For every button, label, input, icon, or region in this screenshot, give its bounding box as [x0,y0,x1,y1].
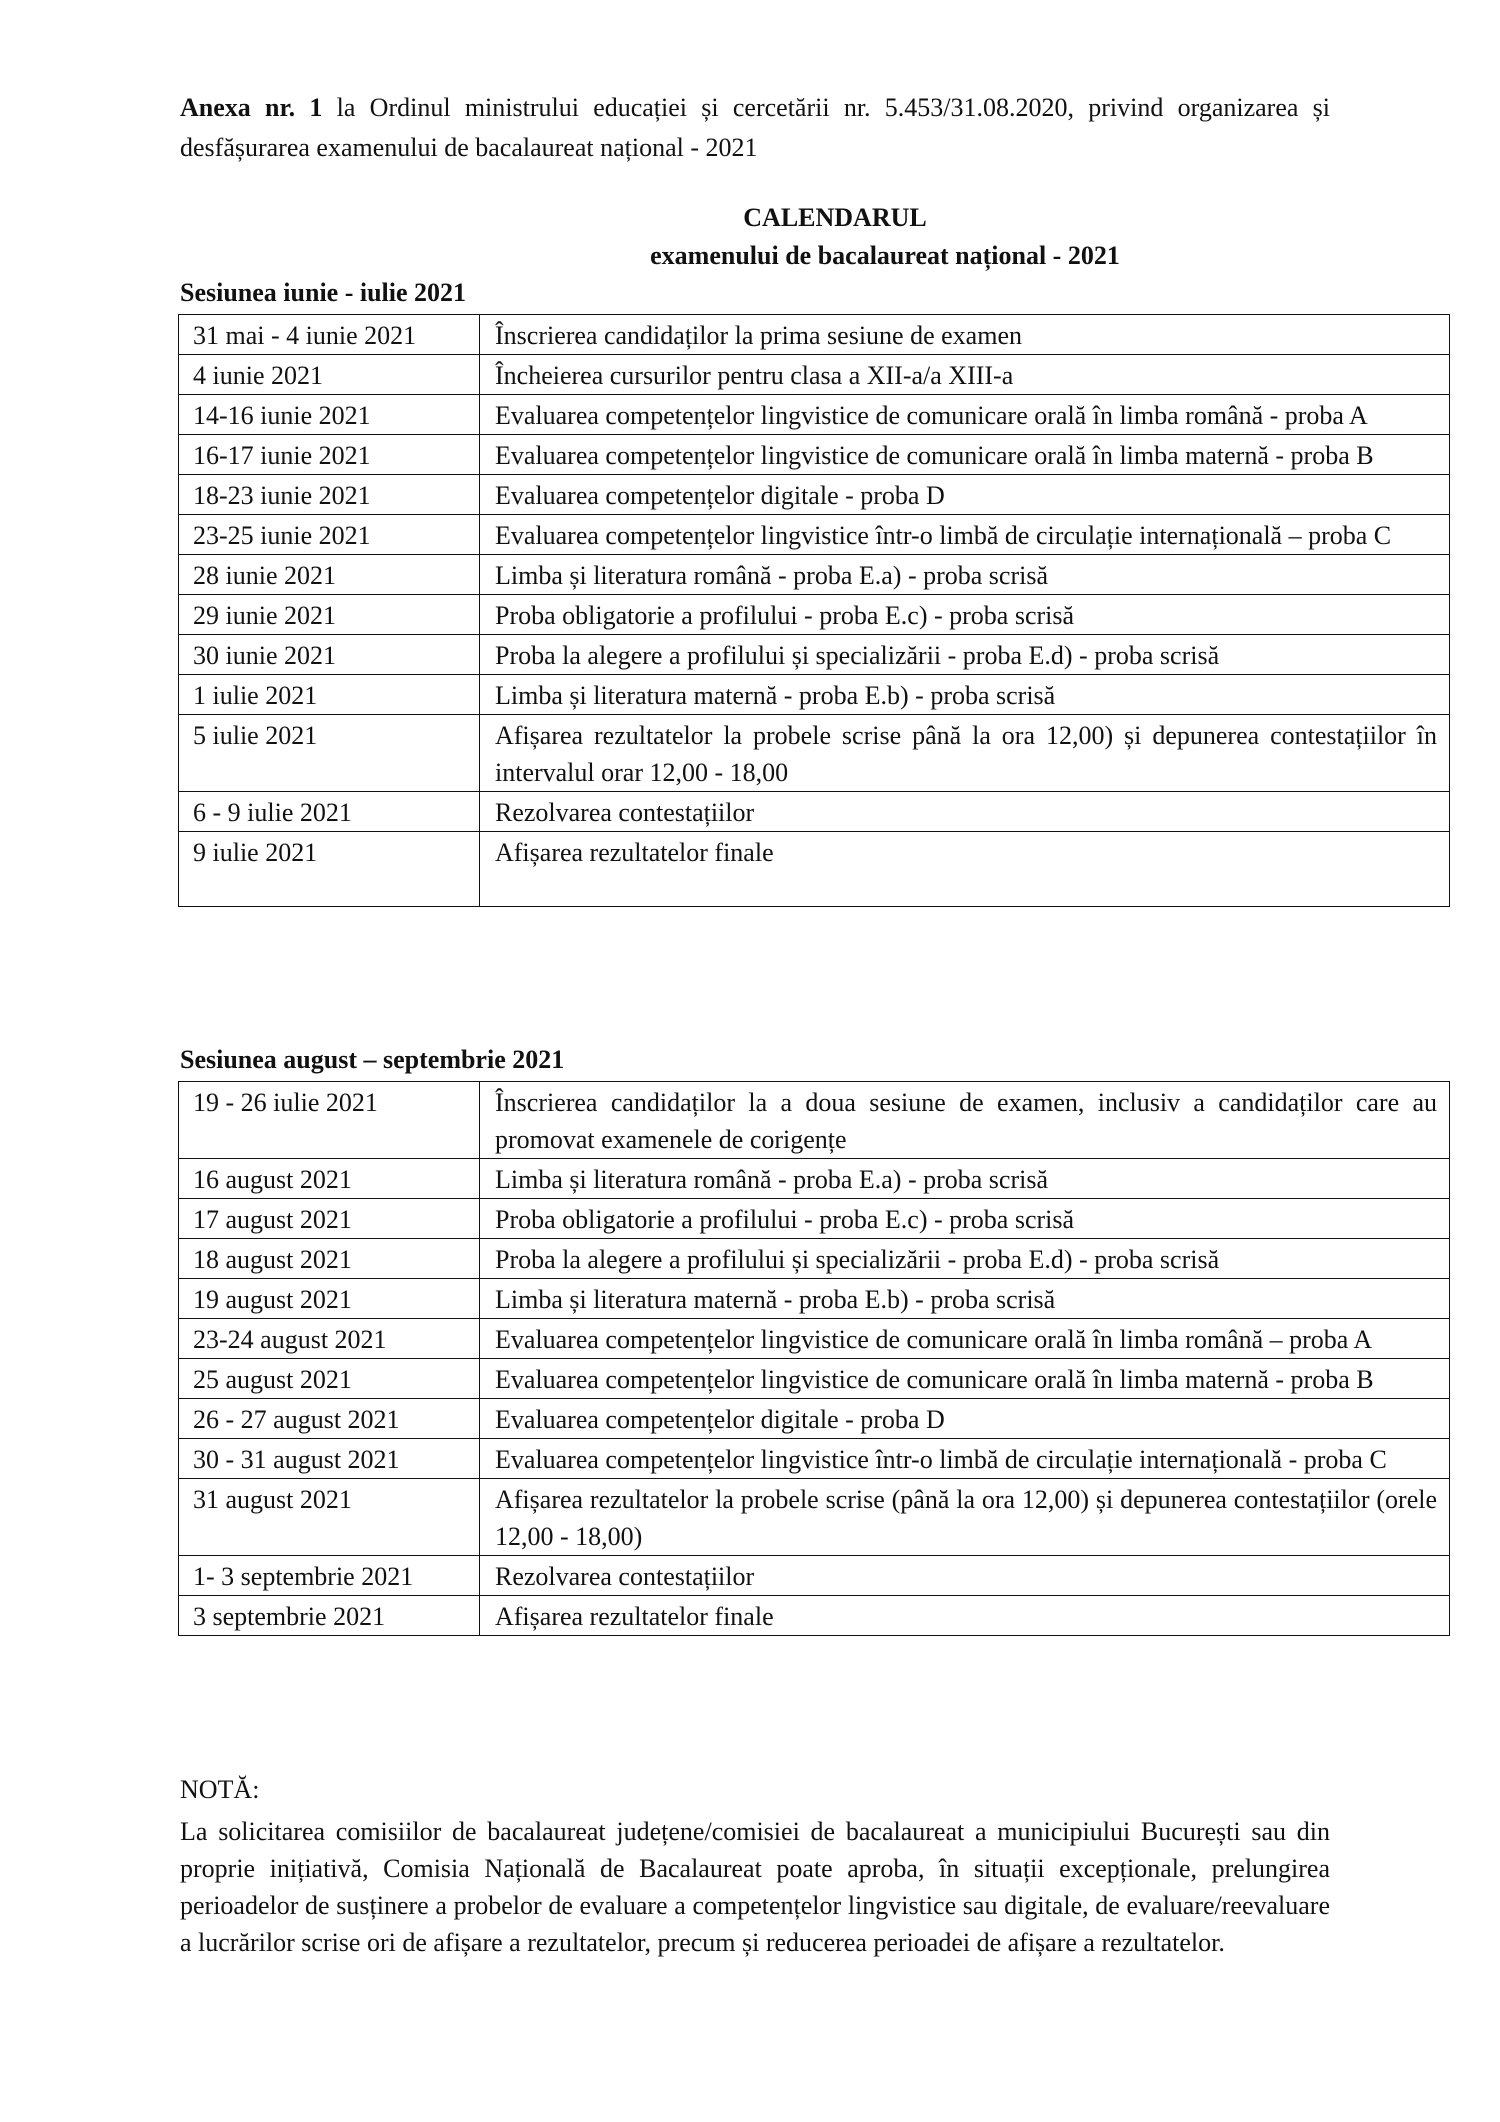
row-date: 16 august 2021 [179,1159,480,1199]
table-row [179,1556,1450,1596]
table-row [179,832,1450,907]
row-date: 3 septembrie 2021 [179,1596,480,1636]
row-event: Limba și literatura română - proba E.a) - proba scrisă [480,555,1450,595]
table-row [179,635,1450,675]
row-date: 16-17 iunie 2021 [179,435,480,475]
row-date: 29 iunie 2021 [179,595,480,635]
table-row [179,435,1450,475]
note-text: La solicitarea comisiilor de bacalaureat județene/comisiei de bacalaureat a municipiului București sau din proprie inițiativă, Comisia Națională de Bacalaureat poate aproba, în situații excepționale, prelungirea perioadelor de susținere a probelor de evaluare a competențelor lingvistice sau digitale, de evaluare/reevaluare a lucrărilor scrise ori de afișare a rezultatelor, precum și reducerea perioadei de afișare a rezultatelor. [180,1817,1330,1957]
row-event: Rezolvarea contestațiilor [480,792,1450,832]
table-row [179,792,1450,832]
row-date: 1- 3 septembrie 2021 [179,1556,480,1596]
row-date: 23-25 iunie 2021 [179,515,480,555]
table-row [179,555,1450,595]
row-event: Evaluarea competențelor digitale - proba D [480,1399,1450,1439]
table-row [179,1319,1450,1359]
table-row [179,395,1450,435]
row-date: 26 - 27 august 2021 [179,1399,480,1439]
row-event: Proba la alegere a profilului și specializării - proba E.d) - proba scrisă [480,1239,1450,1279]
table-row [179,1479,1450,1556]
row-event: Proba obligatorie a profilului - proba E.c) - proba scrisă [480,1199,1450,1239]
annex-intro [180,88,1330,168]
row-event: Afișarea rezultatelor finale [480,1596,1450,1636]
row-date: 4 iunie 2021 [179,355,480,395]
document-subtitle: examenului de bacalaureat național - 2021 [650,241,1120,270]
session-2-title: Sesiunea august – septembrie 2021 [180,1045,565,1074]
row-event: Evaluarea competențelor lingvistice de comunicare orală în limba română - proba A [480,395,1450,435]
row-date: 28 iunie 2021 [179,555,480,595]
annex-number: Anexa nr. 1 [180,93,323,122]
table-row [179,1359,1450,1399]
row-date: 17 august 2021 [179,1199,480,1239]
table-row [179,675,1450,715]
row-date: 30 iunie 2021 [179,635,480,675]
row-event: Evaluarea competențelor lingvistice într-o limbă de circulație internațională - proba C [480,1439,1450,1479]
table-row [179,515,1450,555]
row-event: Afișarea rezultatelor la probele scrise (până la ora 12,00) și depunerea contestațiilor (orele 12,00 - 18,00) [480,1479,1450,1556]
row-event: Proba la alegere a profilului și specializării - proba E.d) - proba scrisă [480,635,1450,675]
row-date: 18 august 2021 [179,1239,480,1279]
row-event: Afișarea rezultatelor la probele scrise până la ora 12,00) și depunerea contestațiilor în intervalul orar 12,00 - 18,00 [480,715,1450,792]
annex-description: la Ordinul ministrului educației și cercetării nr. 5.453/31.08.2020, privind organizarea și desfășurarea examenului de bacalaureat național - 2021 [180,93,1330,162]
row-date: 23-24 august 2021 [179,1319,480,1359]
row-event: Evaluarea competențelor digitale - proba D [480,475,1450,515]
table-row [179,1239,1450,1279]
row-event: Limba și literatura română - proba E.a) - proba scrisă [480,1159,1450,1199]
table-row [179,1596,1450,1636]
session-1-title: Sesiunea iunie - iulie 2021 [180,278,467,307]
table-row [179,355,1450,395]
table-row [179,475,1450,515]
table-row [179,715,1450,792]
row-event: Încheierea cursurilor pentru clasa a XII-a/a XIII-a [480,355,1450,395]
table-row [179,1159,1450,1199]
row-date: 18-23 iunie 2021 [179,475,480,515]
row-date: 19 august 2021 [179,1279,480,1319]
row-event: Evaluarea competențelor lingvistice de comunicare orală în limba maternă - proba B [480,1359,1450,1399]
table-row [179,1279,1450,1319]
table-row [179,1082,1450,1159]
table-row [179,1199,1450,1239]
row-event: Proba obligatorie a profilului - proba E.c) - proba scrisă [480,595,1450,635]
row-date: 25 august 2021 [179,1359,480,1399]
row-event: Evaluarea competențelor lingvistice de comunicare orală în limba maternă - proba B [480,435,1450,475]
row-date: 5 iulie 2021 [179,715,480,792]
table-row [179,1399,1450,1439]
row-date: 30 - 31 august 2021 [179,1439,480,1479]
row-date: 31 august 2021 [179,1479,480,1556]
table-row [179,315,1450,355]
session-1-table [178,314,1450,907]
session-2-table [178,1081,1450,1636]
document-title: CALENDARUL [743,203,927,232]
row-event: Înscrierea candidaților la a doua sesiune de examen, inclusiv a candidaților care au promovat examenele de corigențe [480,1082,1450,1159]
note-title: NOTĂ: [180,1775,260,1804]
row-event: Evaluarea competențelor lingvistice de comunicare orală în limba română – proba A [480,1319,1450,1359]
row-event: Afișarea rezultatelor finale [480,832,1450,907]
row-event: Limba și literatura maternă - proba E.b) - proba scrisă [480,1279,1450,1319]
row-event: Înscrierea candidaților la prima sesiune de examen [480,315,1450,355]
row-event: Evaluarea competențelor lingvistice într-o limbă de circulație internațională – proba C [480,515,1450,555]
row-date: 1 iulie 2021 [179,675,480,715]
table-row [179,1439,1450,1479]
row-date: 9 iulie 2021 [179,832,480,907]
row-date: 6 - 9 iulie 2021 [179,792,480,832]
table-row [179,595,1450,635]
row-event: Limba și literatura maternă - proba E.b) - proba scrisă [480,675,1450,715]
row-date: 31 mai - 4 iunie 2021 [179,315,480,355]
row-event: Rezolvarea contestațiilor [480,1556,1450,1596]
row-date: 14-16 iunie 2021 [179,395,480,435]
row-date: 19 - 26 iulie 2021 [179,1082,480,1159]
